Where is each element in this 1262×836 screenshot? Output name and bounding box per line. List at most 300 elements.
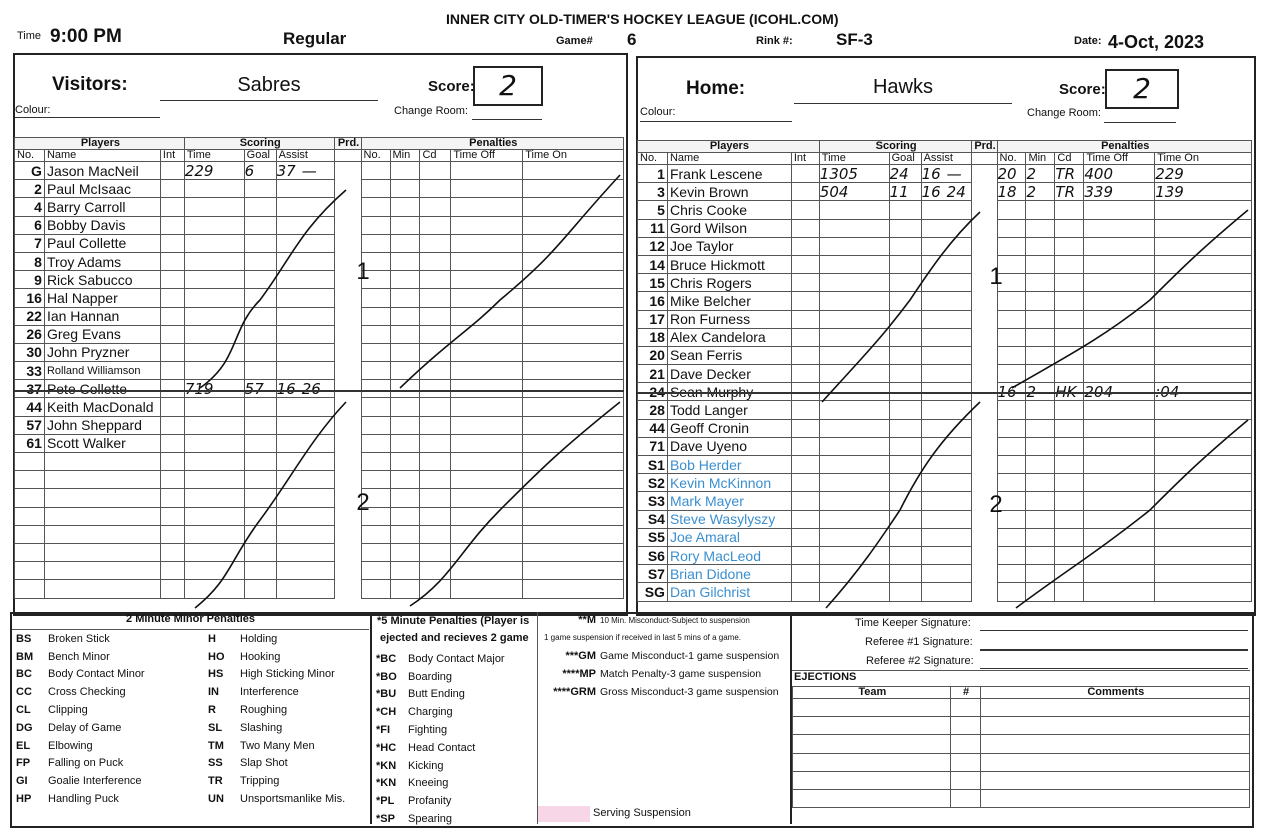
penalty-minutes[interactable]: 2 [1026, 383, 1055, 401]
ejection-comments[interactable] [980, 735, 1249, 753]
legend-item [374, 650, 536, 668]
penalty-code: SS [208, 757, 223, 770]
player-number[interactable]: 1 [638, 165, 668, 183]
player-number[interactable]: 33 [15, 362, 45, 380]
timekeeper-signature-label: Time Keeper Signature: [855, 617, 971, 629]
goal-time[interactable]: 504 [819, 183, 889, 201]
players-header: Players [638, 141, 820, 153]
major-title-2: ejected and recieves 2 game [380, 632, 529, 644]
legend-item [14, 701, 192, 719]
misconduct-name: Match Penalty-3 game suspension [600, 668, 762, 680]
penalty-code: CC [16, 686, 32, 699]
penalty-name: Slap Shot [240, 757, 288, 770]
player-name[interactable]: John Sheppard [44, 416, 160, 434]
player-name[interactable]: Chris Cooke [667, 201, 791, 219]
penalty-code: *BO [376, 670, 397, 683]
player-name[interactable]: Steve Wasylyszy [667, 510, 791, 528]
ejection-team[interactable] [793, 717, 951, 735]
game-time: 9:00 PM [50, 26, 122, 47]
ejection-number[interactable] [950, 789, 980, 807]
goal-time[interactable]: 229 [184, 162, 244, 180]
player-name[interactable]: Ron Furness [667, 310, 791, 328]
player-number[interactable]: 11 [638, 219, 668, 237]
player-name[interactable]: Frank Lescene [667, 165, 791, 183]
ejection-team[interactable] [793, 771, 951, 789]
legend-item [374, 668, 536, 686]
player-name[interactable]: Keith MacDonald [44, 398, 160, 416]
penalty-code: *HC [376, 741, 397, 754]
penalty-code[interactable]: TR [1055, 183, 1084, 201]
legend-item [14, 648, 192, 666]
ejection-number[interactable] [950, 717, 980, 735]
player-name[interactable]: John Pryzner [44, 343, 160, 361]
ejection-row [793, 789, 1250, 807]
referee2-signature-line[interactable] [980, 668, 1248, 669]
legend-item [206, 719, 368, 737]
prd-header: Prd. [334, 138, 361, 150]
player-number[interactable]: 5 [638, 201, 668, 219]
assist-1: 16 [921, 164, 941, 183]
player-name[interactable]: Chris Rogers [667, 274, 791, 292]
visitors-team: Sabres [160, 74, 378, 101]
legend-divider-1 [370, 612, 372, 824]
legend-item [374, 721, 536, 739]
ejection-comments[interactable] [980, 753, 1249, 771]
player-number[interactable]: S4 [638, 510, 668, 528]
legend-item [374, 792, 536, 810]
minor-left-list [14, 630, 192, 808]
penalty-code: SL [208, 721, 223, 734]
assist-2: 24 [946, 182, 966, 201]
player-name[interactable]: Joe Taylor [667, 237, 791, 255]
player-number[interactable]: SG [638, 583, 668, 601]
player-number[interactable]: 16 [638, 292, 668, 310]
player-name[interactable]: Paul Collette [44, 234, 160, 252]
ejections-num-header: # [950, 687, 980, 699]
minor-right-list [206, 630, 368, 808]
penalty-time-off[interactable]: 204 [1084, 383, 1155, 401]
game-number: 6 [627, 30, 637, 49]
penalty-name: Body Contact Minor [48, 668, 145, 681]
referee1-signature-line[interactable] [980, 649, 1248, 651]
misconduct-code: **M [578, 614, 596, 626]
player-name[interactable]: Alex Candelora [667, 328, 791, 346]
game-date: 4-Oct, 2023 [1108, 32, 1205, 52]
visitors-score: 2 [473, 66, 543, 106]
player-number[interactable]: 71 [638, 437, 668, 455]
col-time-off: Time Off [1084, 153, 1155, 165]
ejection-team[interactable] [793, 699, 951, 717]
home-period-2: 2 [989, 491, 1003, 518]
ejection-row [793, 699, 1250, 717]
player-name[interactable]: Greg Evans [44, 325, 160, 343]
penalty-code: HO [208, 650, 225, 663]
player-number[interactable]: 9 [15, 271, 45, 289]
penalty-time-off[interactable]: 400 [1084, 165, 1155, 183]
legend-item [374, 775, 536, 793]
player-name[interactable]: Dave Decker [667, 365, 791, 383]
player-name[interactable]: Bobby Davis [44, 216, 160, 234]
penalty-name: Clipping [48, 704, 88, 717]
penalty-name: Charging [408, 706, 453, 719]
penalty-name: Tripping [240, 775, 280, 788]
penalty-name: Cross Checking [48, 686, 126, 699]
misconduct-item [540, 669, 788, 687]
player-name[interactable]: Gord Wilson [667, 219, 791, 237]
penalty-code: BC [16, 668, 32, 681]
misconduct-list [540, 615, 788, 705]
player-number[interactable]: S7 [638, 565, 668, 583]
legend-item [14, 666, 192, 684]
penalty-code: H [208, 632, 216, 645]
ejection-comments[interactable] [980, 789, 1249, 807]
home-score: 2 [1105, 69, 1179, 109]
strike-home-penalty-p1 [1012, 210, 1248, 388]
player-number[interactable]: 6 [15, 216, 45, 234]
misconduct-code: ****MP [562, 668, 596, 680]
goal-scorer[interactable]: 11 [889, 183, 921, 201]
penalty-code: *KN [376, 777, 397, 790]
legend-item [206, 666, 368, 684]
penalty-code: HS [208, 668, 224, 681]
player-name[interactable]: Mike Belcher [667, 292, 791, 310]
strike-home-scoring-p1 [822, 212, 980, 402]
minor-title: 2 Minute Minor Penalties [12, 613, 369, 630]
player-number[interactable]: 2 [15, 180, 45, 198]
strike-visitors-scoring-p2 [195, 402, 346, 608]
ejections-team-header: Team [793, 687, 951, 699]
player-name[interactable]: Rolland Williamson [44, 362, 160, 380]
penalty-name: Roughing [240, 704, 288, 717]
visitors-period-1: 1 [356, 258, 370, 285]
player-number[interactable]: 12 [638, 237, 668, 255]
legend-item [14, 790, 192, 808]
ejection-number[interactable] [950, 753, 980, 771]
col-time-on: Time On [1155, 153, 1252, 165]
legend-item [206, 737, 368, 755]
legend-item [206, 630, 368, 648]
rink-value: SF-3 [836, 30, 873, 49]
col-pen-no: No. [997, 153, 1026, 165]
penalty-name: Head Contact [408, 741, 476, 754]
penalty-time-on[interactable]: 139 [1155, 183, 1252, 201]
strike-visitors-scoring-p1 [200, 190, 346, 388]
player-name[interactable]: Dave Uyeno [667, 437, 791, 455]
assist-1: 37 [276, 161, 296, 180]
player-name[interactable]: Paul McIsaac [44, 180, 160, 198]
penalty-code: *SP [376, 813, 395, 826]
ejection-team[interactable] [793, 789, 951, 807]
misconduct-name: Gross Misconduct-3 game suspension [600, 686, 779, 698]
penalty-code: BS [16, 632, 32, 645]
legend-item [206, 790, 368, 808]
player-number[interactable]: 61 [15, 434, 45, 452]
player-number[interactable]: 44 [15, 398, 45, 416]
player-name[interactable]: Todd Langer [667, 401, 791, 419]
player-name[interactable]: Geoff Cronin [667, 419, 791, 437]
player-name[interactable]: Dan Gilchrist [667, 583, 791, 601]
player-name[interactable]: Scott Walker [44, 434, 160, 452]
player-name[interactable]: Mark Mayer [667, 492, 791, 510]
ejection-comments[interactable] [980, 771, 1249, 789]
assist-1: 16 [276, 379, 296, 398]
penalty-name: Interference [240, 686, 299, 699]
player-name[interactable]: Jason MacNeil [44, 162, 160, 180]
legend-item [206, 683, 368, 701]
col-int: Int [160, 150, 184, 162]
ejections-comments-header: Comments [980, 687, 1249, 699]
game-label: Game# [556, 35, 593, 47]
penalty-code: CL [16, 704, 31, 717]
player-number[interactable]: 7 [15, 234, 45, 252]
penalty-name: Boarding [408, 670, 453, 683]
penalty-code[interactable]: TR [1055, 165, 1084, 183]
player-name[interactable]: Troy Adams [44, 252, 160, 270]
player-name[interactable]: Ian Hannan [44, 307, 160, 325]
player-name[interactable]: Sean Murphy [667, 383, 791, 401]
penalty-time-on[interactable]: :04 [1155, 383, 1252, 401]
player-number[interactable]: 3 [638, 183, 668, 201]
home-change-room-label: Change Room: [1027, 107, 1101, 119]
penalty-name: Body Contact Major [408, 652, 505, 665]
ejection-number[interactable] [950, 735, 980, 753]
penalty-player[interactable]: 16 [997, 383, 1026, 401]
penalty-code: *BU [376, 688, 397, 701]
timekeeper-signature-line[interactable] [980, 630, 1248, 631]
penalty-code: *CH [376, 706, 397, 719]
time-label: Time [17, 30, 42, 42]
penalty-minutes[interactable]: 2 [1026, 183, 1055, 201]
penalty-code: *KN [376, 759, 397, 772]
rink-label: Rink #: [756, 35, 793, 47]
misconduct-name: Game Misconduct-1 game suspension [600, 650, 780, 662]
ejection-team[interactable] [793, 735, 951, 753]
scoring-header: Scoring [819, 141, 971, 153]
penalty-name: Unsportsmanlike Mis. [240, 793, 346, 806]
misconduct-item [540, 651, 788, 669]
visitors-change-room-label: Change Room: [394, 105, 468, 117]
player-name[interactable]: Kevin Brown [667, 183, 791, 201]
legend-divider-2 [537, 612, 538, 824]
penalty-name: Hooking [240, 650, 281, 663]
strike-home-scoring-p2 [826, 402, 980, 608]
player-number[interactable]: 20 [638, 346, 668, 364]
penalty-name: Butt Ending [408, 688, 465, 701]
player-number[interactable]: 44 [638, 419, 668, 437]
player-name[interactable]: Bruce Hickmott [667, 255, 791, 273]
scoring-header: Scoring [184, 138, 334, 150]
visitors-label: Visitors: [52, 74, 128, 95]
player-number[interactable]: 4 [15, 198, 45, 216]
player-number[interactable]: 30 [15, 343, 45, 361]
ejection-comments[interactable] [980, 717, 1249, 735]
legend-item [206, 755, 368, 773]
col-no: No. [15, 150, 45, 162]
col-time-on: Time On [523, 150, 624, 162]
misconduct-name: 10 Min. Misconduct-Subject to suspension [600, 616, 750, 625]
penalty-name: Fighting [408, 724, 448, 737]
penalty-name: Goalie Interference [48, 775, 142, 788]
player-number[interactable]: 16 [15, 289, 45, 307]
legend-item [14, 772, 192, 790]
penalty-code: GI [16, 775, 28, 788]
game-type: Regular [283, 29, 347, 48]
player-name[interactable]: Hal Napper [44, 289, 160, 307]
misconduct-name: 1 game suspension if received in last 5 mins of a game. [544, 633, 741, 642]
ejection-number[interactable] [950, 699, 980, 717]
legend-item [206, 648, 368, 666]
penalty-code: *PL [376, 795, 395, 808]
goal-scorer[interactable]: 57 [244, 380, 276, 398]
penalty-code: UN [208, 793, 224, 806]
strike-home-penalty-p2 [1016, 420, 1248, 608]
penalty-name: Slashing [240, 721, 283, 734]
col-time-off: Time Off [451, 150, 523, 162]
assist-2: — [946, 164, 962, 183]
ejections-title: EJECTIONS [792, 670, 1250, 687]
penalty-name: High Sticking Minor [240, 668, 335, 681]
misconduct-item [540, 633, 788, 651]
player-number[interactable]: S3 [638, 492, 668, 510]
penalty-player[interactable]: 20 [997, 165, 1026, 183]
penalty-code: TR [208, 775, 223, 788]
ejection-row [793, 753, 1250, 771]
home-score-label: Score: [1059, 81, 1106, 98]
legend-item [14, 683, 192, 701]
penalty-name: Bench Minor [48, 650, 110, 663]
goal-scorer[interactable]: 6 [244, 162, 276, 180]
penalty-code: *FI [376, 724, 391, 737]
penalty-name: Holding [240, 632, 278, 645]
player-number[interactable]: S6 [638, 546, 668, 564]
league-title: INNER CITY OLD-TIMER'S HOCKEY LEAGUE (ICOHL.COM) [446, 11, 839, 27]
ejection-team[interactable] [793, 753, 951, 771]
penalty-name: Delay of Game [48, 721, 122, 734]
major-list [374, 650, 536, 828]
players-header: Players [15, 138, 185, 150]
penalty-name: Broken Stick [48, 632, 110, 645]
player-name[interactable]: Bob Herder [667, 456, 791, 474]
player-number[interactable]: 15 [638, 274, 668, 292]
legend-item [374, 703, 536, 721]
player-name[interactable]: Barry Carroll [44, 198, 160, 216]
legend-item [374, 757, 536, 775]
legend-item [374, 686, 536, 704]
prd-header: Prd. [971, 141, 997, 153]
misconduct-item [540, 687, 788, 705]
player-number[interactable]: 8 [15, 252, 45, 270]
penalties-header: Penalties [997, 141, 1251, 153]
penalty-code: IN [208, 686, 219, 699]
col-assist: Assist [276, 150, 334, 162]
visitors-period-2: 2 [356, 489, 370, 516]
player-number[interactable]: S5 [638, 528, 668, 546]
player-number[interactable]: 21 [638, 365, 668, 383]
legend-item [14, 719, 192, 737]
visitors-colour-label: Colour: [15, 104, 51, 116]
col-time: Time [184, 150, 244, 162]
penalty-minutes[interactable]: 2 [1026, 165, 1055, 183]
penalty-player[interactable]: 18 [997, 183, 1026, 201]
player-name[interactable]: Pete Collette [44, 380, 160, 398]
player-number[interactable]: 24 [638, 383, 668, 401]
legend-item [206, 772, 368, 790]
ejections-table [792, 686, 1250, 808]
col-no: No. [638, 153, 668, 165]
misconduct-code: ****GRM [553, 686, 596, 698]
legend-item [374, 739, 536, 757]
penalty-name: Two Many Men [240, 739, 315, 752]
referee2-signature-label: Referee #2 Signature: [866, 655, 974, 667]
misconduct-item [540, 615, 788, 633]
player-number[interactable]: S2 [638, 474, 668, 492]
player-number[interactable]: 57 [15, 416, 45, 434]
assist-1: 16 [921, 182, 941, 201]
ejection-row [793, 717, 1250, 735]
goal-time[interactable]: 1305 [819, 165, 889, 183]
player-number[interactable]: 28 [638, 401, 668, 419]
player-name[interactable]: Rory MacLeod [667, 546, 791, 564]
col-assist: Assist [921, 153, 971, 165]
penalty-time-on[interactable]: 229 [1155, 165, 1252, 183]
col-goal: Goal [889, 153, 921, 165]
major-title-1: *5 Minute Penalties (Player is [377, 615, 530, 627]
player-number[interactable]: 14 [638, 255, 668, 273]
player-name[interactable]: Brian Didone [667, 565, 791, 583]
penalty-code: R [208, 704, 216, 717]
player-number[interactable]: 26 [15, 325, 45, 343]
player-number[interactable]: 37 [15, 380, 45, 398]
ejection-comments[interactable] [980, 699, 1249, 717]
date-label: Date: [1074, 35, 1102, 47]
home-period-1: 1 [989, 263, 1003, 290]
penalty-name: Handling Puck [48, 793, 119, 806]
goal-scorer[interactable]: 24 [889, 165, 921, 183]
ejection-number[interactable] [950, 771, 980, 789]
col-name: Name [667, 153, 791, 165]
ejection-row [793, 771, 1250, 789]
player-number[interactable]: S1 [638, 456, 668, 474]
player-name[interactable]: Joe Amaral [667, 528, 791, 546]
visitors-score-label: Score: [428, 78, 475, 95]
penalties-header: Penalties [361, 138, 623, 150]
legend-item [14, 630, 192, 648]
penalty-code[interactable]: HK [1055, 383, 1084, 401]
home-colour-label: Colour: [640, 106, 676, 118]
goal-time[interactable]: 719 [184, 380, 244, 398]
assist-2: — [301, 161, 317, 180]
legend-item [14, 755, 192, 773]
penalty-name: Kneeing [408, 777, 449, 790]
player-number[interactable]: G [15, 162, 45, 180]
player-number[interactable]: 18 [638, 328, 668, 346]
penalty-name: Kicking [408, 759, 444, 772]
serving-suspension-label: Serving Suspension [593, 807, 691, 819]
col-int: Int [791, 153, 819, 165]
legend-item [14, 737, 192, 755]
player-number[interactable]: 22 [15, 307, 45, 325]
home-team: Hawks [794, 76, 1012, 104]
player-name[interactable]: Sean Ferris [667, 346, 791, 364]
player-number[interactable]: 17 [638, 310, 668, 328]
penalty-name: Falling on Puck [48, 757, 124, 770]
penalty-time-off[interactable]: 339 [1084, 183, 1155, 201]
player-name[interactable]: Kevin McKinnon [667, 474, 791, 492]
home-label: Home: [686, 78, 746, 99]
penalty-code: HP [16, 793, 32, 806]
col-time: Time [819, 153, 889, 165]
player-name[interactable]: Rick Sabucco [44, 271, 160, 289]
